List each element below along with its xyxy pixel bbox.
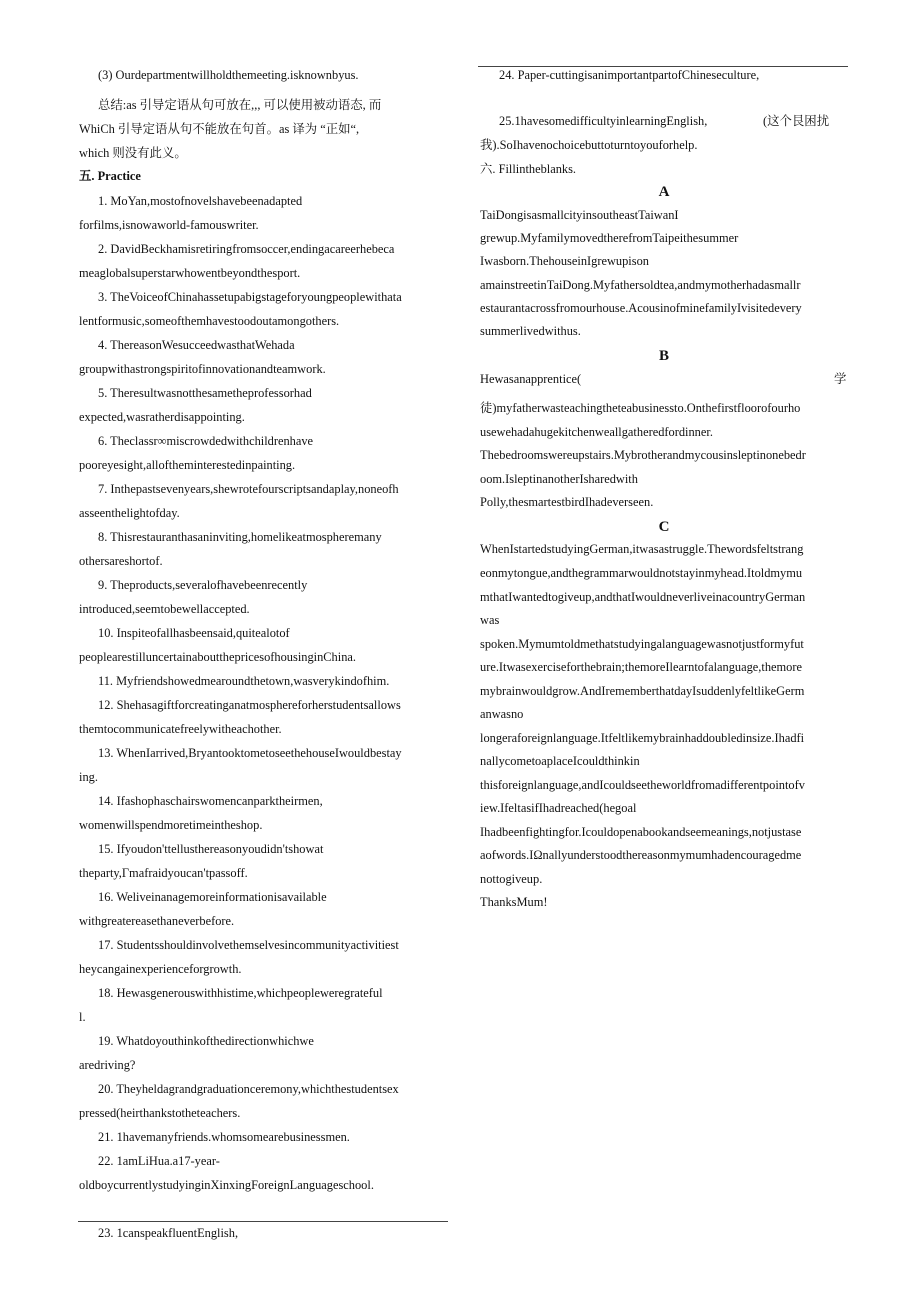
- practice-item-cont: introduced,seemtobewellaccepted.: [79, 602, 250, 616]
- section-c-line: mthatIwantedtogiveup,andthatIwouldneverliveinacountryGerman: [480, 590, 806, 604]
- practice-item-cont: ing.: [79, 770, 98, 784]
- section-c-line: was: [480, 613, 500, 627]
- summary-line-2: WhiCh 引导定语从句不能放在句首。as 译为 “正如“,: [79, 122, 360, 136]
- section-b-line: 徒)myfatherwasteachingtheteabusinessto.Onthefirstfloorofourho: [480, 401, 801, 415]
- section-c-line: Ihadbeenfightingfor.Icouldopenabookandseemeanings,notjustase: [480, 825, 802, 839]
- practice-item: 5. Theresultwasnotthesametheprofessorhad: [98, 386, 312, 400]
- practice-item-cont: oldboycurrentlystudyinginXinxingForeignLanguageschool.: [79, 1178, 374, 1192]
- section-a-heading: A: [658, 184, 670, 200]
- practice-item: 10. Inspiteofallhasbeensaid,quitealotof: [98, 626, 290, 640]
- practice-item-cont: asseenthelightofday.: [79, 506, 180, 520]
- practice-item-cont: 我).SoIhavenochoicebuttoturntoyouforhelp.: [480, 138, 698, 152]
- section-a-line: Iwasborn.ThehouseinIgrewupison: [480, 254, 649, 268]
- practice-item-cont: withgreatereasethaneverbefore.: [79, 914, 235, 928]
- section-c-line: ure.Itwasexerciseforthebrain;themoreIlearntofalanguage,themore: [480, 660, 802, 674]
- section-b-line: Thebedroomswereupstairs.Mybrotherandmycousinsleptinonebedr: [480, 448, 806, 462]
- summary-line-3: which 则没有此义。: [79, 146, 187, 160]
- practice-item-cont: aredriving?: [79, 1058, 136, 1072]
- practice-item-cont: expected,wasratherdisappointing.: [79, 410, 245, 424]
- section-b-line: oom.IsleptinanotherIsharedwith: [480, 472, 638, 486]
- practice-item-cont: othersareshortof.: [79, 554, 163, 568]
- section-c-heading: C: [658, 519, 670, 535]
- section-c-line: nottogiveup.: [480, 872, 543, 886]
- section-b-line: Hewasanapprentice(: [480, 372, 582, 386]
- section-c-line: mybrainwouldgrow.AndIrememberthatdayIsuddenlyfeltlikeGerm: [480, 684, 805, 698]
- practice-item: 3. TheVoiceofChinahassetupabigstageforyoungpeoplewithata: [98, 290, 402, 304]
- practice-item: 8. Thisrestauranthasaninviting,homelikeatmospheremany: [98, 530, 382, 544]
- practice-item-cont: lentformusic,someofthemhavestoodoutamongothers.: [79, 314, 340, 328]
- practice-item: 20. Theyheldagrandgraduationceremony,whichthestudentsex: [98, 1082, 399, 1096]
- practice-item: 23. 1canspeakfluentEnglish,: [98, 1226, 239, 1240]
- practice-item: 2. DavidBeckhamisretiringfromsoccer,endingacareerhebeca: [98, 242, 395, 256]
- summary-line-1: 总结:as 引导定语从句可放在,,, 可以使用被动语态, 而: [98, 98, 382, 112]
- practice-item: 17. Studentsshouldinvolvethemselvesincommunityactivitiest: [98, 938, 399, 952]
- section-c-line: WhenIstartedstudyingGerman,itwasastruggle.Thewordsfeltstrang: [480, 542, 804, 556]
- bottom-left-rule: [78, 1221, 448, 1222]
- practice-item-cont: meaglobalsuperstarwhowentbeyondthesport.: [79, 266, 301, 280]
- practice-item: 14. Ifashophaschairswomencanparktheirmen,: [98, 794, 323, 808]
- practice-item-cont: pressed(heirthankstotheteachers.: [79, 1106, 241, 1120]
- practice-item: 24. Paper-cuttingisanimportantpartofChineseculture,: [499, 68, 760, 82]
- section-c-line: iew.IfeltasifIhadreached(hegoal: [480, 801, 637, 815]
- practice-item: 7. Inthepastsevenyears,shewrotefourscriptsandaplay,noneofh: [98, 482, 399, 496]
- practice-item: 4. ThereasonWesucceedwasthatWehada: [98, 338, 295, 352]
- section-a-line: grewup.MyfamilymovedtherefromTaipeithesummer: [480, 231, 739, 245]
- practice-item: 22. 1amLiHua.a17-year-: [98, 1154, 220, 1168]
- section-c-line: aofwords.IΩnallyunderstoodthereasonmymumhadencouragedme: [480, 848, 802, 862]
- practice-item: 16. Weliveinanagemoreinformationisavailable: [98, 890, 327, 904]
- practice-item: 19. Whatdoyouthinkofthedirectionwhichwe: [98, 1034, 314, 1048]
- practice-item-cont: forfilms,isnowaworld-famouswriter.: [79, 218, 259, 232]
- practice-item: 1. MoYan,mostofnovelshavebeenadapted: [98, 194, 303, 208]
- practice-heading: 五. Practice: [79, 169, 141, 183]
- section-c-line: thisforeignlanguage,andIcouldseetheworldfromadifferentpointofv: [480, 778, 805, 792]
- section-c-line: longeraforeignlanguage.Itfeltlikemybrainhaddoubledinsize.Ihadfi: [480, 731, 805, 745]
- section-a-line: summerlivedwithus.: [480, 324, 581, 338]
- section-b-heading: B: [658, 348, 669, 364]
- example-3-line: (3) Ourdepartmentwillholdthemeeting.isknownbyus.: [98, 68, 359, 82]
- section-a-line: TaiDongisasmallcityinsoutheastTaiwanI: [480, 208, 679, 222]
- section-c-line: spoken.Mymumtoldmethatstudyingalanguagewasnotjustformyfut: [480, 637, 804, 651]
- practice-item-cont: themtocommunicatefreelywitheachother.: [79, 722, 282, 736]
- practice-item: 12. Shehasagiftforcreatinganatmosphereforherstudentsallows: [98, 698, 401, 712]
- practice-item: 25.1havesomedifficultyinlearningEnglish,: [499, 114, 708, 128]
- practice-item: 11. Myfriendshowedmearoundthetown,wasverykindofhim.: [98, 674, 390, 688]
- practice-item: 13. WhenIarrived,BryantooktometoseethehouseIwouldbestay: [98, 746, 402, 760]
- section-c-line: anwasno: [480, 707, 524, 721]
- section-a-line: amainstreetinTaiDong.Myfathersoldtea,andmymotherhadasmallr: [480, 278, 801, 292]
- practice-item: 18. Hewasgenerouswithhistime,whichpeopleweregrateful: [98, 986, 383, 1000]
- section-b-char: 学: [834, 372, 847, 386]
- fill-blanks-heading: 六. Fillintheblanks.: [480, 162, 577, 176]
- practice-item: 15. Ifyoudon'ttellusthereasonyoudidn'tshowat: [98, 842, 324, 856]
- practice-item-cont: peoplearestilluncertainaboutthepricesofhousinginChina.: [79, 650, 356, 664]
- chinese-hint: (这个艮困扰: [763, 114, 830, 128]
- section-c-line: eonmytongue,andthegrammarwouldnotstayinmyhead.Itoldmymu: [480, 566, 803, 580]
- practice-item-cont: pooreyesight,alloftheminterestedinpainting.: [79, 458, 296, 472]
- practice-item-cont: heycangainexperienceforgrowth.: [79, 962, 242, 976]
- practice-item-cont: theparty,Γmafraidyoucan'tpassoff.: [79, 866, 248, 880]
- practice-item: 9. Theproducts,severalofhavebeenrecently: [98, 578, 308, 592]
- section-a-line: estaurantacrossfromourhouse.AcousinofminefamilyIvisitedevery: [480, 301, 802, 315]
- section-c-line: nallycometoaplaceIcouldthinkin: [480, 754, 640, 768]
- section-c-line: ThanksMum!: [480, 895, 548, 909]
- practice-item: 21. 1havemanyfriends.whomsomearebusinessmen.: [98, 1130, 350, 1144]
- section-b-line: usewehadahugekitchenweallgatheredfordinner.: [480, 425, 713, 439]
- practice-item-cont: groupwithastrongspiritofinnovationandteamwork.: [79, 362, 326, 376]
- practice-item-cont: womenwillspendmoretimeintheshop.: [79, 818, 263, 832]
- section-b-line: Polly,thesmartestbirdIhadeverseen.: [480, 495, 654, 509]
- practice-item-cont: l.: [79, 1010, 86, 1024]
- practice-item: 6. Theclassr∞miscrowdedwithchildrenhave: [98, 434, 314, 448]
